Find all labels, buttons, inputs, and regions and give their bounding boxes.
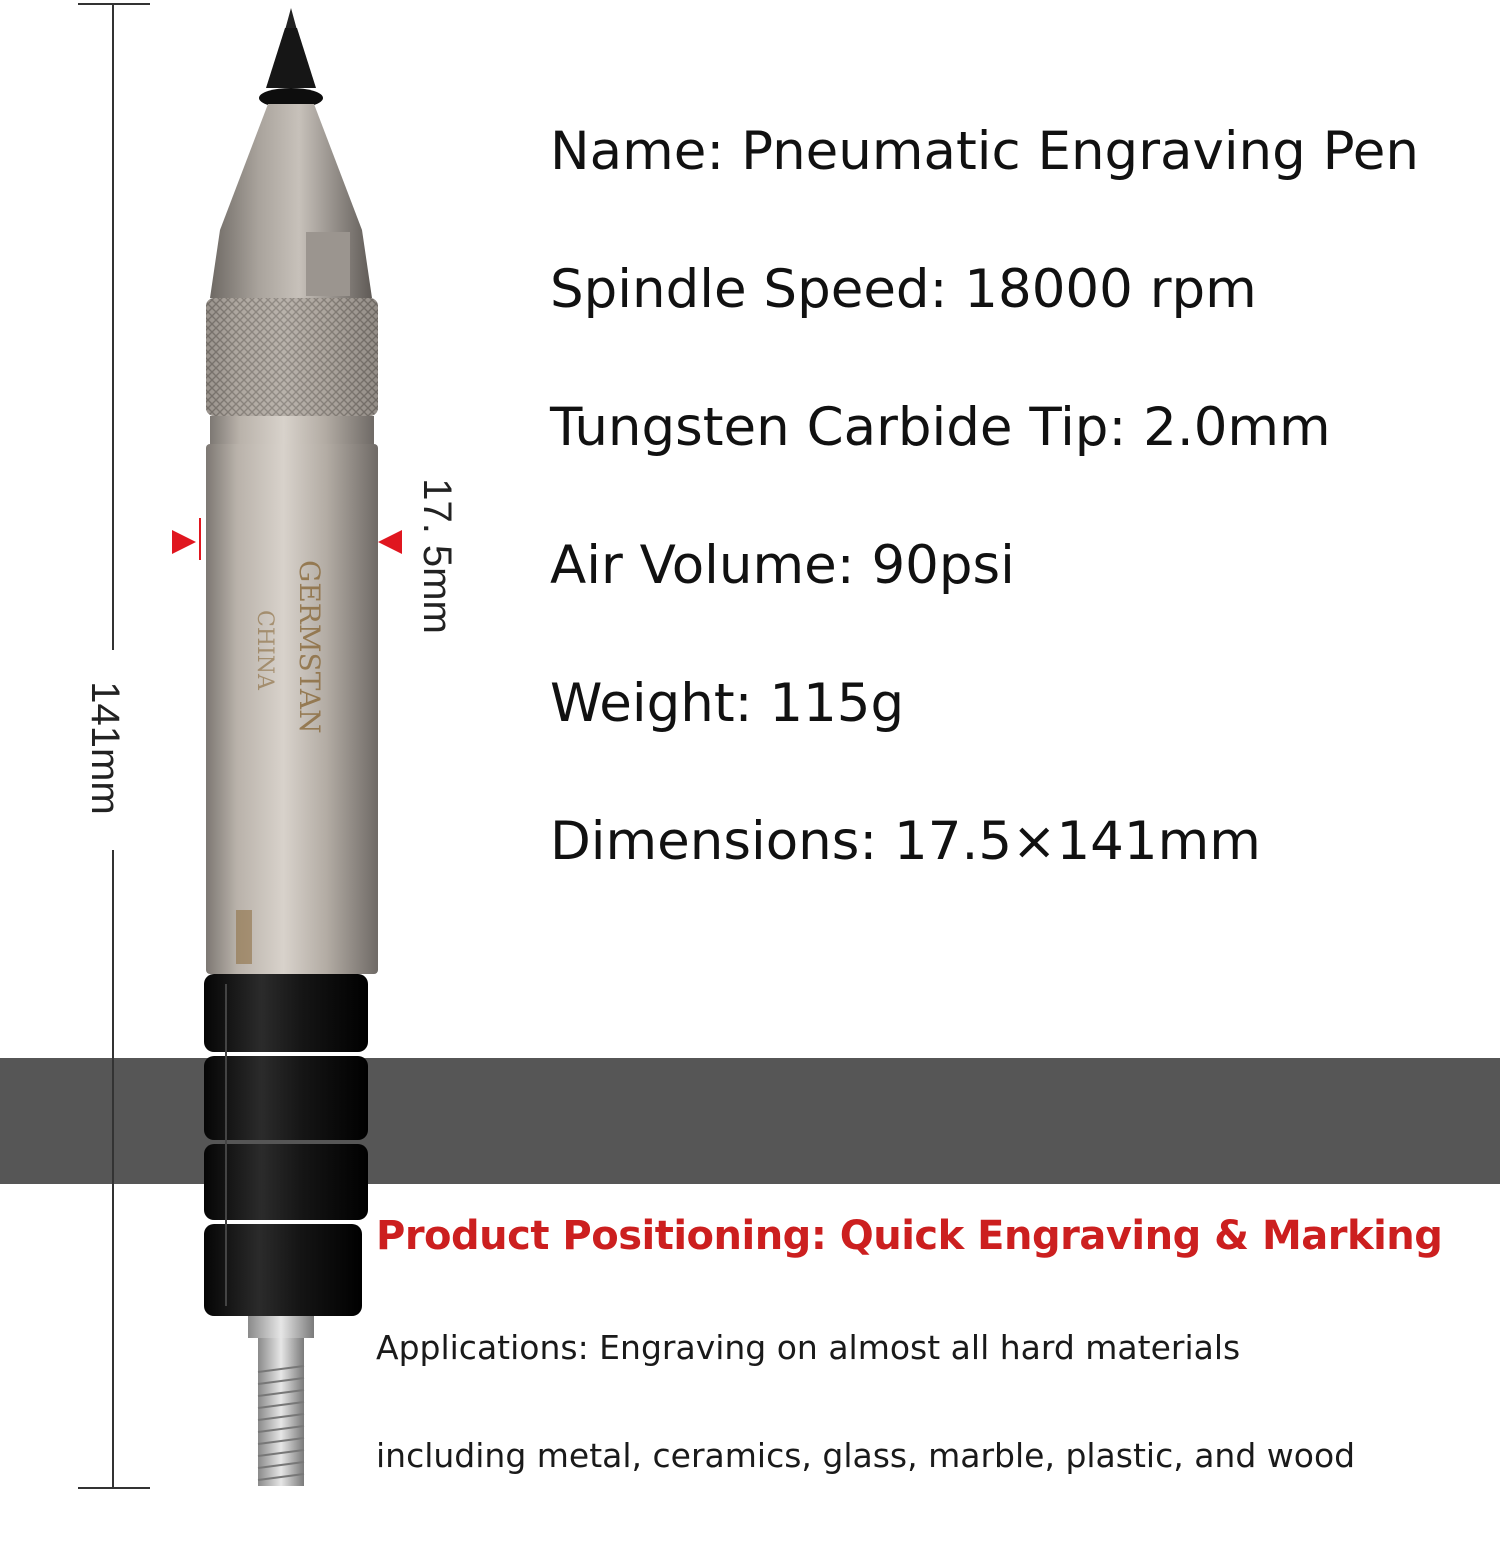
spec-spindle-speed: Spindle Speed: 18000 rpm [550, 259, 1257, 320]
length-dimension-label: 141mm [83, 681, 127, 815]
pneumatic-engraving-pen-photo [0, 0, 520, 1500]
spec-air-volume: Air Volume: 90psi [550, 535, 1015, 596]
svg-text:GERMSTAN: GERMSTAN [293, 560, 326, 734]
svg-text:CHINA: CHINA [252, 610, 277, 690]
spec-name: Name: Pneumatic Engraving Pen [550, 121, 1419, 182]
applications-line-1: Applications: Engraving on almost all hard materials [376, 1328, 1241, 1367]
spec-dimensions: Dimensions: 17.5×141mm [550, 811, 1261, 872]
applications-text [376, 1328, 1491, 1544]
spec-tip: Tungsten Carbide Tip: 2.0mm [550, 397, 1331, 458]
applications-line-2: including metal, ceramics, glass, marble, plastic, and wood [376, 1436, 1356, 1475]
product-positioning: Product Positioning: Quick Engraving & Marking [376, 1213, 1443, 1259]
diameter-dimension-label: 17. 5mm [415, 478, 459, 634]
spec-list [550, 120, 1490, 948]
spec-weight: Weight: 115g [550, 673, 905, 734]
